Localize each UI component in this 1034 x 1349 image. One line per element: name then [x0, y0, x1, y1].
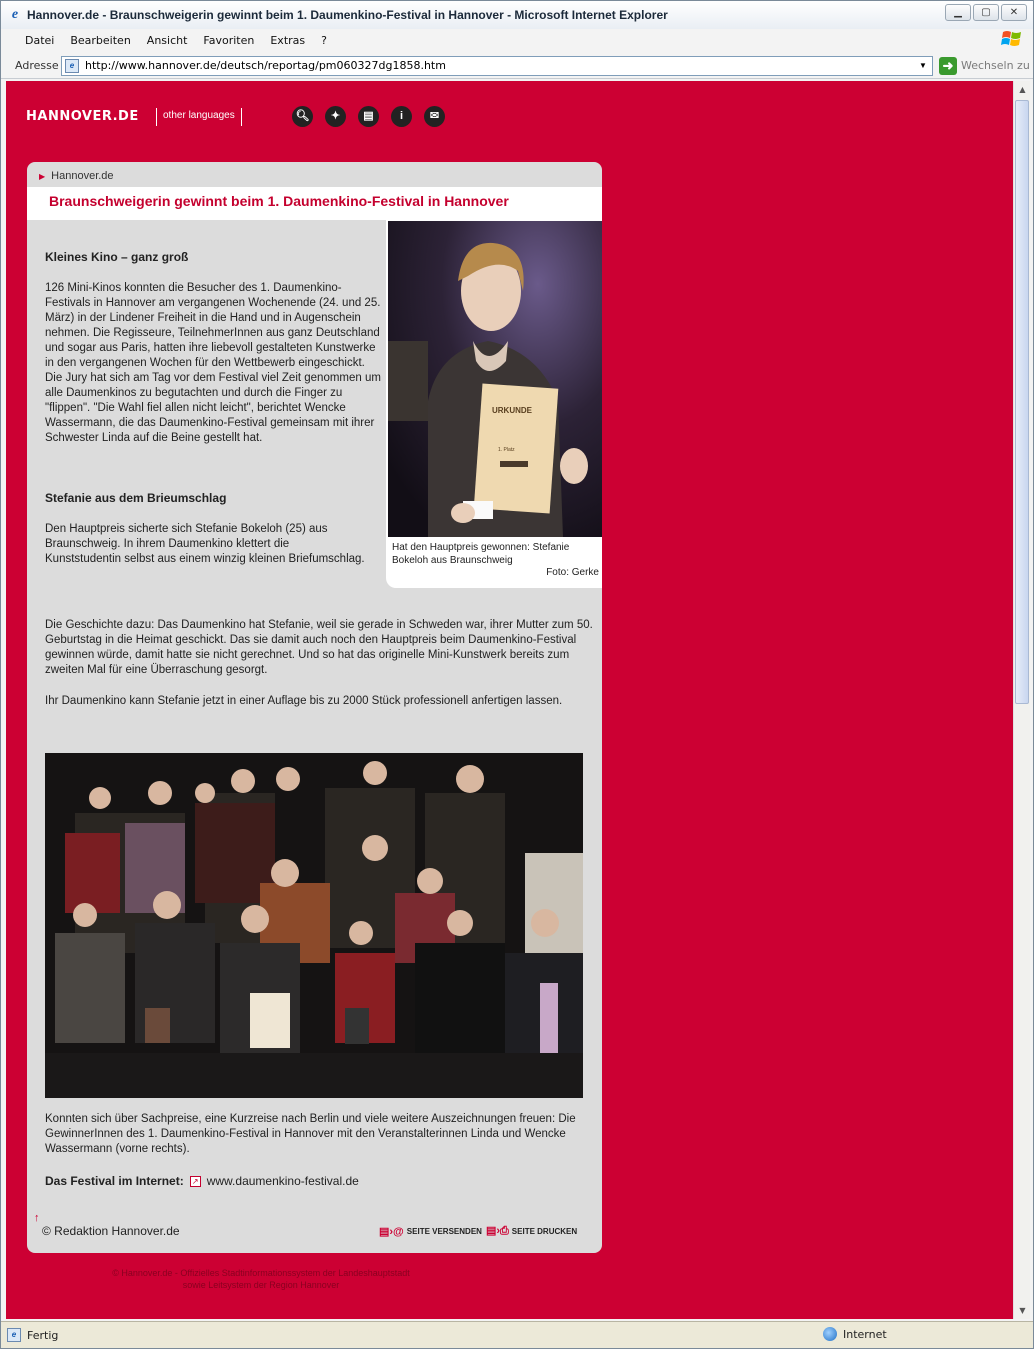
- scroll-thumb[interactable]: [1015, 100, 1029, 704]
- certificate-title: URKUNDE: [492, 406, 532, 415]
- window-title: Hannover.de - Braunschweigerin gewinnt beim 1. Daumenkino-Festival in Hannover - Microsoft Internet Explorer: [27, 8, 668, 22]
- certificate-place: 1. Platz: [498, 447, 515, 453]
- go-arrow-icon: ➜: [939, 57, 957, 75]
- group-photo: [45, 753, 583, 1098]
- print-page-icon[interactable]: ▤›⎙: [485, 1225, 509, 1237]
- search-icon[interactable]: 🔍︎: [292, 106, 313, 127]
- address-field[interactable]: [61, 56, 933, 76]
- breadcrumb: [39, 170, 114, 182]
- scroll-down-icon[interactable]: ▼: [1019, 1306, 1026, 1315]
- window-controls: [945, 4, 1027, 21]
- go-button[interactable]: [939, 57, 1030, 75]
- photo-credit: Foto: Gerke: [546, 567, 599, 578]
- paragraph-4: Ihr Daumenkino kann Stefanie jetzt in einer Auflage bis zu 2000 Stück professionell anfertigen lassen.: [45, 695, 563, 707]
- back-to-top-icon[interactable]: ↑: [34, 1212, 40, 1224]
- compass-icon[interactable]: ✦: [325, 106, 346, 127]
- section1-text: 126 Mini-Kinos konnten die Besucher des 1. Daumenkino-Festivals in Hannover am vergangenen Wochenende (24. und 25. März) in der Lindener Freiheit in die Hand und in Augenschein nehmen. Die Regisseure, TeilnehmerInnen aus ganz Deutschland und sogar aus Paris, hatten ihre liebevoll gestalteten Kunstwerke in den vergangenen Wochen für den Wettbewerb eingeschickt. Die Jury hat sich am Tag vor dem Festival viel Zeit genommen um alle Daumenkinos zu begutachten und durch die Finger zu "flippen". "Die Wahl fiel allen nicht leicht", berichtet Wencke Wassermann, die das Daumenkino-Festival gemeinsam mit ihrer Schwester Linda auf die Beine gestellt hat.: [45, 282, 381, 444]
- external-link-icon: ↗: [190, 1176, 201, 1187]
- page-status-icon: e: [7, 1328, 21, 1342]
- menu-bar: [1, 29, 1033, 51]
- page-title: Braunschweigerin gewinnt beim 1. Daumenkino-Festival in Hannover: [49, 193, 509, 209]
- headline-bar: [27, 187, 602, 220]
- group-photo-caption: Konnten sich über Sachpreise, eine Kurzreise nach Berlin und viele weitere Auszeichnungen freuen: Die GewinnerInnen des 1. Daumenkino-Festival in Hannover mit den Veranstalterinnen Linda und Wencke Wassermann (vorne rechts).: [45, 1113, 576, 1155]
- photo-caption: Hat den Hauptpreis gewonnen: Stefanie Bokeloh aus Braunschweig: [392, 542, 570, 566]
- internet-label: Das Festival im Internet:: [45, 1174, 184, 1188]
- content-panel: [27, 162, 602, 1253]
- site-footer: [66, 1267, 456, 1291]
- scroll-up-icon[interactable]: ▲: [1019, 85, 1026, 94]
- festival-link[interactable]: www.daumenkino-festival.de: [206, 1174, 359, 1188]
- status-bar: [1, 1321, 1033, 1348]
- ie-logo-icon: e: [11, 7, 19, 22]
- menu-datei[interactable]: Datei: [25, 33, 55, 47]
- breadcrumb-arrow-icon: ▶: [39, 171, 46, 181]
- minimize-button[interactable]: ▁: [945, 4, 971, 21]
- menu-extras[interactable]: Extras: [270, 33, 306, 47]
- page-actions: [379, 1224, 577, 1238]
- book-icon[interactable]: ▤: [358, 106, 379, 127]
- menu-help[interactable]: ?: [321, 33, 327, 47]
- page-viewport: [6, 81, 1014, 1319]
- send-page-icon[interactable]: ▤›@: [379, 1225, 404, 1238]
- menu-favoriten[interactable]: Favoriten: [203, 33, 255, 47]
- menu-ansicht[interactable]: Ansicht: [146, 33, 188, 47]
- send-page-link[interactable]: SEITE VERSENDEN: [406, 1226, 482, 1236]
- maximize-button[interactable]: ▢: [973, 4, 999, 21]
- mail-icon[interactable]: ✉: [424, 106, 445, 127]
- group-photo-illustration: [45, 753, 583, 1098]
- other-languages-link[interactable]: other languages: [156, 108, 242, 126]
- vertical-scrollbar[interactable]: [1013, 81, 1030, 1319]
- site-toolbar: [292, 106, 445, 127]
- address-bar: [1, 53, 1033, 79]
- footer-line-2: sowie Leitsystem der Region Hannover: [182, 1280, 340, 1290]
- section1-heading: Kleines Kino – ganz groß: [45, 250, 189, 264]
- close-button[interactable]: ✕: [1001, 4, 1027, 21]
- copyright-text: © Redaktion Hannover.de: [42, 1224, 180, 1238]
- url-input[interactable]: [85, 59, 905, 72]
- address-label: Adresse: [15, 59, 59, 72]
- page-icon: e: [65, 59, 79, 73]
- security-zone: [823, 1327, 887, 1341]
- zone-text: Internet: [843, 1327, 887, 1341]
- paragraph-3: Die Geschichte dazu: Das Daumenkino hat Stefanie, weil sie gerade in Schweden war, ihrer Mutter zum 50. Geburtstag in die Heimat geschickt. Das sie damit auch noch den Hauptpreis beim Daumenkino-Festival gewinnen würde, damit hatte sie nicht gerechnet. Und so hat das originelle Mini-Kunstwerk bereits zum zweiten Mal für eine Überraschung gesorgt.: [45, 619, 593, 676]
- breadcrumb-link[interactable]: Hannover.de: [51, 170, 114, 182]
- section2-text: Den Hauptpreis sicherte sich Stefanie Bokeloh (25) aus Braunschweig. In ihrem Daumenkino klettert die Kunststudentin selbst aus einem winzig kleinen Briefumschlag.: [45, 523, 365, 565]
- festival-internet-line: [45, 1174, 359, 1188]
- site-logo[interactable]: HANNOVER.DE: [26, 109, 139, 124]
- address-dropdown-icon[interactable]: ▼: [919, 60, 927, 70]
- globe-icon: [823, 1327, 837, 1341]
- print-page-link[interactable]: SEITE DRUCKEN: [511, 1226, 578, 1236]
- info-icon[interactable]: i: [391, 106, 412, 127]
- title-bar: [1, 1, 1033, 29]
- go-label: Wechseln zu: [961, 59, 1030, 72]
- status-text: Fertig: [27, 1328, 59, 1342]
- section2-heading: Stefanie aus dem Brieumschlag: [45, 491, 227, 505]
- menu-bearbeiten[interactable]: Bearbeiten: [70, 33, 131, 47]
- winner-photo: [388, 221, 602, 537]
- windows-logo-icon: [1001, 29, 1023, 49]
- winner-photo-illustration: [388, 221, 602, 537]
- footer-line-1: © Hannover.de - Offizielles Stadtinformationssystem der Landeshauptstadt: [112, 1268, 410, 1278]
